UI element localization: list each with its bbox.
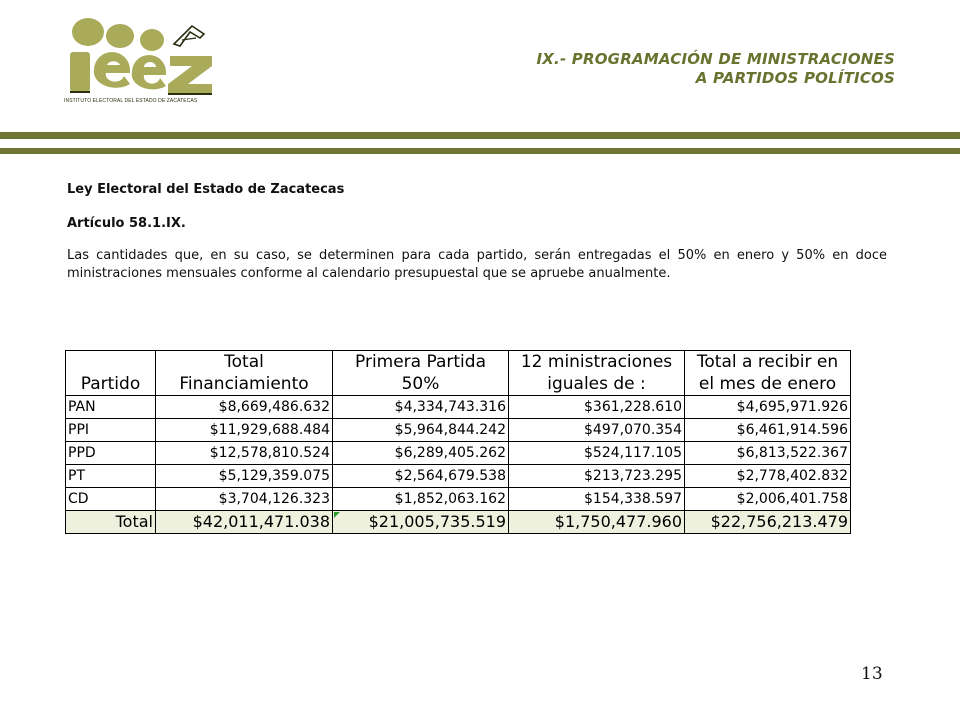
january-total-cell: $6,813,522.367 [685, 442, 851, 465]
legal-text-block [67, 181, 887, 283]
total-financing-cell: $5,129,359.075 [156, 465, 333, 488]
party-cell: PAN [66, 396, 156, 419]
total-label-cell: Total [66, 511, 156, 534]
column-header-january-total: Total a recibir en el mes de enero [685, 351, 851, 396]
logo-caption: INSTITUTO ELECTORAL DEL ESTADO DE ZACATECAS [64, 98, 198, 104]
party-cell: PPD [66, 442, 156, 465]
table-total-row [66, 511, 851, 534]
law-title: Ley Electoral del Estado de Zacatecas [67, 182, 345, 197]
party-cell: PPI [66, 419, 156, 442]
header-divider-band [0, 148, 960, 154]
first-installment-cell: $2,564,679.538 [333, 465, 509, 488]
party-cell: CD [66, 488, 156, 511]
ieez-logo-icon [62, 14, 222, 100]
monthly-installment-cell: $524,117.105 [509, 442, 685, 465]
total-financing-cell: $11,929,688.484 [156, 419, 333, 442]
monthly-installment-sum-cell: $1,750,477.960 [509, 511, 685, 534]
page-title [537, 50, 896, 88]
total-financing-sum-cell: $42,011,471.038 [156, 511, 333, 534]
column-header-first-installment: Primera Partida 50% [333, 351, 509, 396]
january-total-cell: $2,006,401.758 [685, 488, 851, 511]
ieez-logo [62, 14, 222, 106]
table-row [66, 465, 851, 488]
first-installment-cell: $5,964,844.242 [333, 419, 509, 442]
page-number: 13 [861, 664, 883, 684]
total-financing-cell: $8,669,486.632 [156, 396, 333, 419]
page-title-line-2: A PARTIDOS POLÍTICOS [695, 69, 895, 87]
header-divider-band [0, 132, 960, 139]
total-financing-cell: $3,704,126.323 [156, 488, 333, 511]
january-total-cell: $2,778,402.832 [685, 465, 851, 488]
column-header-total-financing: Total Financiamiento [156, 351, 333, 396]
table-row [66, 419, 851, 442]
column-header-party: Partido [66, 351, 156, 396]
financing-table [65, 350, 851, 534]
table-row [66, 442, 851, 465]
total-financing-cell: $12,578,810.524 [156, 442, 333, 465]
table-row [66, 396, 851, 419]
monthly-installment-cell: $154,338.597 [509, 488, 685, 511]
article-reference: Artículo 58.1.IX. [67, 216, 186, 231]
monthly-installment-cell: $361,228.610 [509, 396, 685, 419]
table-row [66, 488, 851, 511]
first-installment-cell: $4,334,743.316 [333, 396, 509, 419]
first-installment-cell: $6,289,405.262 [333, 442, 509, 465]
page-title-line-1: IX.- PROGRAMACIÓN DE MINISTRACIONES [536, 50, 895, 68]
january-total-cell: $6,461,914.596 [685, 419, 851, 442]
january-total-cell: $4,695,971.926 [685, 396, 851, 419]
first-installment-sum-cell: $21,005,735.519 [333, 511, 509, 534]
table-header-row [66, 351, 851, 396]
article-body: Las cantidades que, en su caso, se determinen para cada partido, serán entregadas el 50% en enero y 50% en doce ministraciones mensuales conforme al calendario presupuestal que se apruebe anualmente. [67, 248, 887, 281]
january-total-sum-cell: $22,756,213.479 [685, 511, 851, 534]
first-installment-cell: $1,852,063.162 [333, 488, 509, 511]
monthly-installment-cell: $213,723.295 [509, 465, 685, 488]
column-header-monthly-installments: 12 ministraciones iguales de : [509, 351, 685, 396]
party-cell: PT [66, 465, 156, 488]
monthly-installment-cell: $497,070.354 [509, 419, 685, 442]
